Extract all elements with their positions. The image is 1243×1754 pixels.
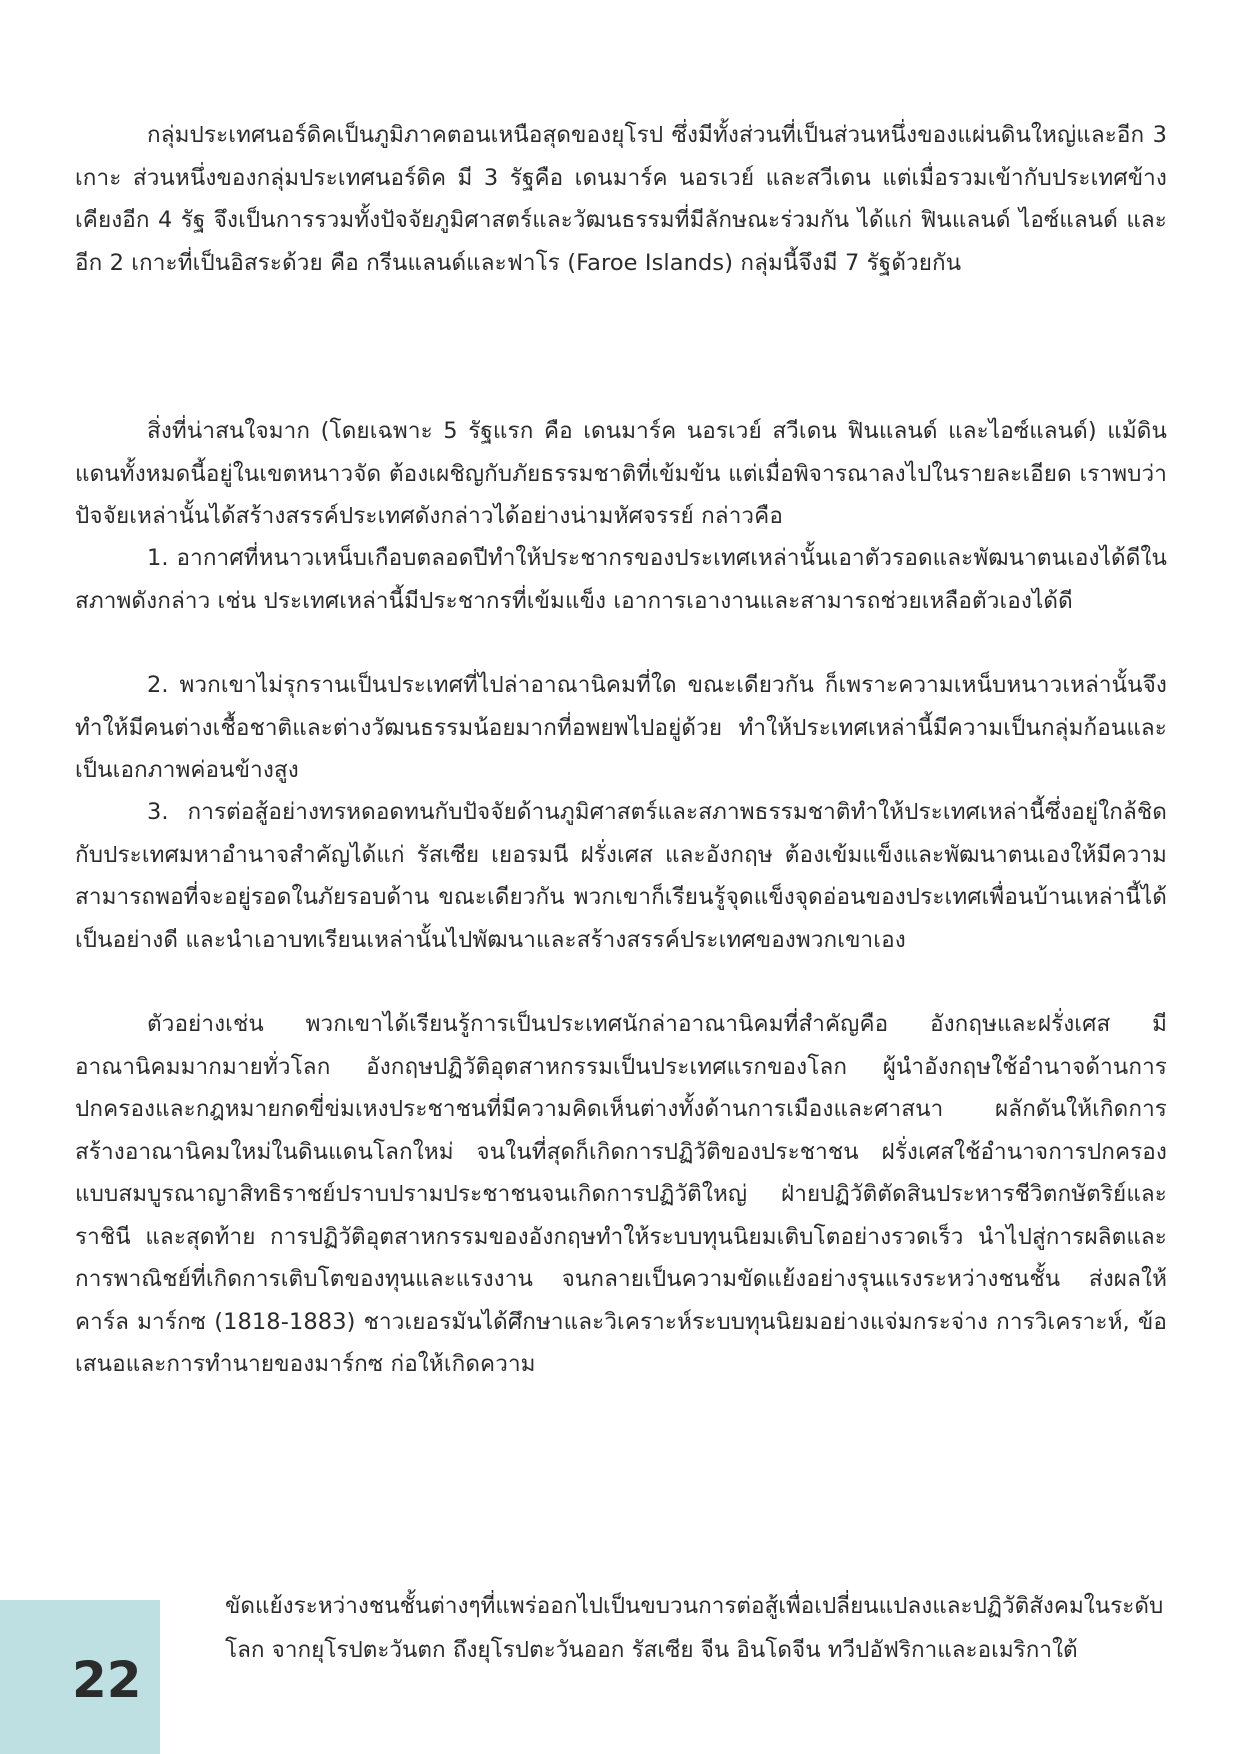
paragraph-continuation: ขัดแย้งระหว่างชนชั้นต่างๆที่แพร่ออกไปเป็นขบวนการต่อสู้เพื่อเปลี่ยนแปลงและปฏิวัติสังคมในระดับโลก จากยุโรปตะวันตก ถึงยุโรปตะวันออก รัสเซีย จีน อินโดจีน ทวีปอัฟริกาและอเมริกาใต้ — [225, 1593, 1164, 1663]
paragraph-point-3: 3. การต่อสู้อย่างทรหดอดทนกับปัจจัยด้านภูมิศาสตร์และสภาพธรรมชาติทำให้ประเทศเหล่านี้ซึ่งอยู่ใกล้ชิดกับประเทศมหาอำนาจสำคัญได้แก่ รัสเซีย เยอรมนี ฝรั่งเศส และอังกฤษ ต้องเข้มแข็งและพัฒนาตนเองให้มีความสามารถพอที่จะอยู่รอดในภัยรอบด้าน ขณะเดียวกัน พวกเขาก็เรียนรู้จุดแข็งจุดอ่อนของประเทศเพื่อนบ้านเหล่านี้ได้เป็นอย่างดี และนำเอาบทเรียนเหล่านั้นไปพัฒนาและสร้างสรรค์ประเทศของพวกเขาเอง — [75, 799, 1167, 953]
paragraph-point-1: 1. อากาศที่หนาวเหน็บเกือบตลอดปีทำให้ประชากรของประเทศเหล่านั้นเอาตัวรอดและพัฒนาตนเองได้ดีในสภาพดังกล่าว เช่น ประเทศเหล่านี้มีประชากรที่เข้มแข็ง เอาการเอางานและสามารถช่วยเหลือตัวเองได้ดี — [75, 545, 1167, 614]
paragraph-example: ตัวอย่างเช่น พวกเขาได้เรียนรู้การเป็นประเทศนักล่าอาณานิคมที่สำคัญคือ อังกฤษและฝรั่งเศส มีอาณานิคมมากมายทั่วโลก อังกฤษปฏิวัติอุตสาหกรรมเป็นประเทศแรกของโลก ผู้นำอังกฤษใช้อำนาจด้านการปกครองและกฎหมายกดขี่ข่มเหงประชาชนที่มีความคิดเห็นต่างทั้งด้านการเมืองและศาสนา ผลักดันให้เกิดการสร้างอาณานิคมใหม่ในดินแดนโลกใหม่ จนในที่สุดก็เกิดการปฏิวัติของประชาชน ฝรั่งเศสใช้อำนาจการปกครองแบบสมบูรณาญาสิทธิราชย์ปราบปรามประชาชนจนเกิดการปฏิวัติใหญ่ ฝ่ายปฏิวัติตัดสินประหารชีวิตกษัตริย์และราชินี และสุดท้าย การปฏิวัติอุตสาหกรรมของอังกฤษทำให้ระบบทุนนิยมเติบโตอย่างรวดเร็ว นำไปสู่การผลิตและการพาณิชย์ที่เกิดการเติบโตของทุนและแรงงาน จนกลายเป็นความขัดแย้งอย่างรุนแรงระหว่างชนชั้น ส่งผลให้คาร์ล มาร์กซ (1818-1883) ชาวเยอรมันได้ศึกษาและวิเคราะห์ระบบทุนนิยมอย่างแจ่มกระจ่าง การวิเคราะห์, ข้อเสนอและการทำนายของมาร์กซ ก่อให้เกิดความ — [75, 1011, 1167, 1377]
paragraph-interesting-points: สิ่งที่น่าสนใจมาก (โดยเฉพาะ 5 รัฐแรก คือ เดนมาร์ค นอรเวย์ สวีเดน ฟินแลนด์ และไอซ์แลนด์) แม้ดินแดนทั้งหมดนี้อยู่ในเขตหนาวจัด ต้องเผชิญกับภัยธรรมชาติที่เข้มข้น แต่เมื่อพิจารณาลงไปในรายละเอียด เราพบว่าปัจจัยเหล่านั้นได้สร้างสรรค์ประเทศดังกล่าวได้อย่างน่ามหัศจรรย์ กล่าวคือ — [75, 418, 1167, 529]
paragraph-point-2: 2. พวกเขาไม่รุกรานเป็นประเทศที่ไปล่าอาณานิคมที่ใด ขณะเดียวกัน ก็เพราะความเหน็บหนาวเหล่านั้นจึงทำให้มีคนต่างเชื้อชาติและต่างวัฒนธรรมน้อยมากที่อพยพไปอยู่ด้วย ทำให้ประเทศเหล่านี้มีความเป็นกลุ่มก้อนและเป็นเอกภาพค่อนข้างสูง — [75, 672, 1167, 783]
page-number: 22 — [72, 1651, 142, 1709]
paragraph-nordic-intro: กลุ่มประเทศนอร์ดิคเป็นภูมิภาคตอนเหนือสุดของยุโรป ซึ่งมีทั้งส่วนที่เป็นส่วนหนึ่งของแผ่นดินใหญ่และอีก 3 เกาะ ส่วนหนึ่งของกลุ่มประเทศนอร์ดิค มี 3 รัฐคือ เดนมาร์ค นอรเวย์ และสวีเดน แต่เมื่อรวมเข้ากับประเทศข้างเคียงอีก 4 รัฐ จึงเป็นการรวมทั้งปัจจัยภูมิศาสตร์และวัฒนธรรมที่มีลักษณะร่วมกัน ได้แก่ ฟินแลนด์ ไอซ์แลนด์ และอีก 2 เกาะที่เป็นอิสระด้วย คือ กรีนแลนด์และฟาโร (Faroe Islands) กลุ่มนี้จึงมี 7 รัฐด้วยกัน — [75, 122, 1167, 276]
